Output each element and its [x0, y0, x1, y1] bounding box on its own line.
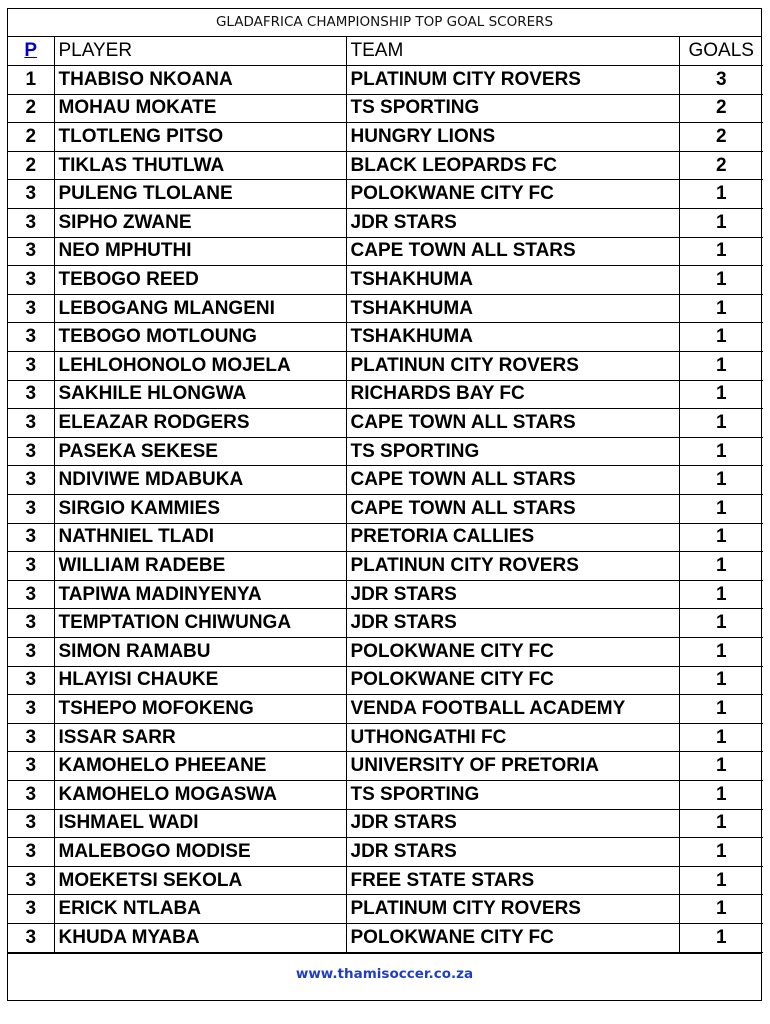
cell-position: 3: [8, 409, 54, 438]
cell-goals: 2: [679, 123, 763, 152]
header-player: PLAYER: [54, 37, 346, 66]
cell-goals: 1: [679, 409, 763, 438]
cell-team: PLATINUN CITY ROVERS: [346, 352, 679, 381]
table-row: [8, 552, 763, 581]
cell-position: 3: [8, 352, 54, 381]
cell-goals: 1: [679, 437, 763, 466]
cell-player: TAPIWA MADINYENYA: [54, 580, 346, 609]
cell-team: BLACK LEOPARDS FC: [346, 151, 679, 180]
cell-goals: 1: [679, 923, 763, 952]
cell-player: TEBOGO MOTLOUNG: [54, 323, 346, 352]
table-row: [8, 323, 763, 352]
cell-goals: 1: [679, 352, 763, 381]
cell-position: 3: [8, 523, 54, 552]
cell-position: 3: [8, 780, 54, 809]
cell-goals: 1: [679, 637, 763, 666]
header-team: TEAM: [346, 37, 679, 66]
scorers-body: [8, 66, 763, 952]
cell-player: HLAYISI CHAUKE: [54, 666, 346, 695]
cell-player: MALEBOGO MODISE: [54, 838, 346, 867]
cell-position: 3: [8, 723, 54, 752]
cell-player: ISHMAEL WADI: [54, 809, 346, 838]
table-row: [8, 209, 763, 238]
cell-player: ISSAR SARR: [54, 723, 346, 752]
cell-team: CAPE TOWN ALL STARS: [346, 409, 679, 438]
cell-team: CAPE TOWN ALL STARS: [346, 466, 679, 495]
header-goals: GOALS: [679, 37, 763, 66]
cell-goals: 1: [679, 294, 763, 323]
cell-position: 3: [8, 552, 54, 581]
cell-player: THABISO NKOANA: [54, 66, 346, 95]
cell-position: 3: [8, 466, 54, 495]
cell-team: JDR STARS: [346, 580, 679, 609]
cell-goals: 1: [679, 695, 763, 724]
cell-player: NDIVIWE MDABUKA: [54, 466, 346, 495]
cell-team: TSHAKHUMA: [346, 323, 679, 352]
cell-team: JDR STARS: [346, 209, 679, 238]
cell-position: 1: [8, 66, 54, 95]
cell-player: SIMON RAMABU: [54, 637, 346, 666]
cell-position: 3: [8, 609, 54, 638]
cell-goals: 1: [679, 209, 763, 238]
table-row: [8, 637, 763, 666]
table-row: [8, 94, 763, 123]
cell-position: 3: [8, 323, 54, 352]
cell-player: TLOTLENG PITSO: [54, 123, 346, 152]
cell-goals: 1: [679, 466, 763, 495]
cell-player: KHUDA MYABA: [54, 923, 346, 952]
table-row: [8, 780, 763, 809]
cell-goals: 1: [679, 895, 763, 924]
cell-team: PLATINUN CITY ROVERS: [346, 552, 679, 581]
cell-position: 3: [8, 580, 54, 609]
table-row: [8, 237, 763, 266]
cell-team: POLOKWANE CITY FC: [346, 180, 679, 209]
cell-team: PLATINUM CITY ROVERS: [346, 66, 679, 95]
cell-player: PULENG TLOLANE: [54, 180, 346, 209]
cell-goals: 1: [679, 580, 763, 609]
cell-team: CAPE TOWN ALL STARS: [346, 237, 679, 266]
table-row: [8, 838, 763, 867]
table-row: [8, 409, 763, 438]
cell-team: JDR STARS: [346, 609, 679, 638]
cell-team: UNIVERSITY OF PRETORIA: [346, 752, 679, 781]
table-row: [8, 495, 763, 524]
cell-player: MOEKETSI SEKOLA: [54, 866, 346, 895]
cell-team: PLATINUM CITY ROVERS: [346, 895, 679, 924]
cell-goals: 1: [679, 180, 763, 209]
cell-position: 3: [8, 666, 54, 695]
cell-position: 3: [8, 495, 54, 524]
cell-team: POLOKWANE CITY FC: [346, 666, 679, 695]
cell-player: TEMPTATION CHIWUNGA: [54, 609, 346, 638]
table-row: [8, 123, 763, 152]
cell-goals: 1: [679, 495, 763, 524]
table-row: [8, 752, 763, 781]
cell-position: 3: [8, 294, 54, 323]
table-row: [8, 609, 763, 638]
cell-player: SAKHILE HLONGWA: [54, 380, 346, 409]
cell-goals: 1: [679, 752, 763, 781]
cell-goals: 1: [679, 780, 763, 809]
table-row: [8, 151, 763, 180]
cell-player: TSHEPO MOFOKENG: [54, 695, 346, 724]
cell-goals: 1: [679, 723, 763, 752]
table-row: [8, 723, 763, 752]
cell-player: NATHNIEL TLADI: [54, 523, 346, 552]
table-row: [8, 266, 763, 295]
cell-team: RICHARDS BAY FC: [346, 380, 679, 409]
cell-player: SIPHO ZWANE: [54, 209, 346, 238]
cell-position: 3: [8, 695, 54, 724]
table-row: [8, 666, 763, 695]
cell-team: TSHAKHUMA: [346, 294, 679, 323]
cell-position: 3: [8, 923, 54, 952]
cell-goals: 1: [679, 666, 763, 695]
cell-team: CAPE TOWN ALL STARS: [346, 495, 679, 524]
cell-position: 3: [8, 380, 54, 409]
table-row: [8, 523, 763, 552]
cell-team: TS SPORTING: [346, 780, 679, 809]
header-position[interactable]: [8, 37, 54, 66]
cell-player: MOHAU MOKATE: [54, 94, 346, 123]
cell-player: TIKLAS THUTLWA: [54, 151, 346, 180]
cell-player: KAMOHELO MOGASWA: [54, 780, 346, 809]
table-row: [8, 923, 763, 952]
cell-position: 3: [8, 237, 54, 266]
cell-goals: 3: [679, 66, 763, 95]
cell-player: ELEAZAR RODGERS: [54, 409, 346, 438]
cell-goals: 1: [679, 838, 763, 867]
table-row: [8, 294, 763, 323]
cell-position: 3: [8, 752, 54, 781]
cell-team: TS SPORTING: [346, 437, 679, 466]
cell-goals: 1: [679, 866, 763, 895]
cell-goals: 1: [679, 609, 763, 638]
sheet-title: GLADAFRICA CHAMPIONSHIP TOP GOAL SCORERS: [8, 9, 761, 37]
scorers-sheet: [7, 8, 762, 1001]
cell-player: SIRGIO KAMMIES: [54, 495, 346, 524]
table-row: [8, 895, 763, 924]
cell-team: HUNGRY LIONS: [346, 123, 679, 152]
cell-team: JDR STARS: [346, 809, 679, 838]
cell-position: 3: [8, 809, 54, 838]
cell-goals: 1: [679, 523, 763, 552]
position-sort-link[interactable]: P: [24, 40, 38, 62]
table-row: [8, 380, 763, 409]
header-row: [8, 37, 763, 66]
cell-goals: 1: [679, 809, 763, 838]
cell-goals: 1: [679, 323, 763, 352]
cell-goals: 2: [679, 94, 763, 123]
cell-player: LEBOGANG MLANGENI: [54, 294, 346, 323]
cell-team: FREE STATE STARS: [346, 866, 679, 895]
cell-team: POLOKWANE CITY FC: [346, 923, 679, 952]
cell-position: 3: [8, 209, 54, 238]
footer-url[interactable]: www.thamisoccer.co.za: [8, 953, 761, 1000]
table-row: [8, 580, 763, 609]
table-row: [8, 866, 763, 895]
cell-position: 3: [8, 838, 54, 867]
cell-player: WILLIAM RADEBE: [54, 552, 346, 581]
cell-position: 3: [8, 895, 54, 924]
table-row: [8, 695, 763, 724]
cell-position: 3: [8, 866, 54, 895]
cell-position: 2: [8, 151, 54, 180]
cell-player: LEHLOHONOLO MOJELA: [54, 352, 346, 381]
cell-position: 3: [8, 637, 54, 666]
cell-position: 2: [8, 123, 54, 152]
scorers-table: [8, 37, 763, 953]
cell-position: 3: [8, 180, 54, 209]
cell-team: PRETORIA CALLIES: [346, 523, 679, 552]
cell-player: NEO MPHUTHI: [54, 237, 346, 266]
cell-team: JDR STARS: [346, 838, 679, 867]
cell-player: TEBOGO REED: [54, 266, 346, 295]
cell-player: ERICK NTLABA: [54, 895, 346, 924]
cell-goals: 2: [679, 151, 763, 180]
table-row: [8, 66, 763, 95]
cell-goals: 1: [679, 237, 763, 266]
table-row: [8, 352, 763, 381]
cell-team: TS SPORTING: [346, 94, 679, 123]
cell-player: KAMOHELO PHEEANE: [54, 752, 346, 781]
cell-position: 3: [8, 437, 54, 466]
cell-position: 2: [8, 94, 54, 123]
cell-goals: 1: [679, 552, 763, 581]
table-row: [8, 809, 763, 838]
cell-position: 3: [8, 266, 54, 295]
cell-player: PASEKA SEKESE: [54, 437, 346, 466]
table-row: [8, 437, 763, 466]
cell-goals: 1: [679, 380, 763, 409]
table-row: [8, 466, 763, 495]
cell-team: VENDA FOOTBALL ACADEMY: [346, 695, 679, 724]
cell-team: TSHAKHUMA: [346, 266, 679, 295]
cell-team: UTHONGATHI FC: [346, 723, 679, 752]
table-row: [8, 180, 763, 209]
cell-goals: 1: [679, 266, 763, 295]
cell-team: POLOKWANE CITY FC: [346, 637, 679, 666]
